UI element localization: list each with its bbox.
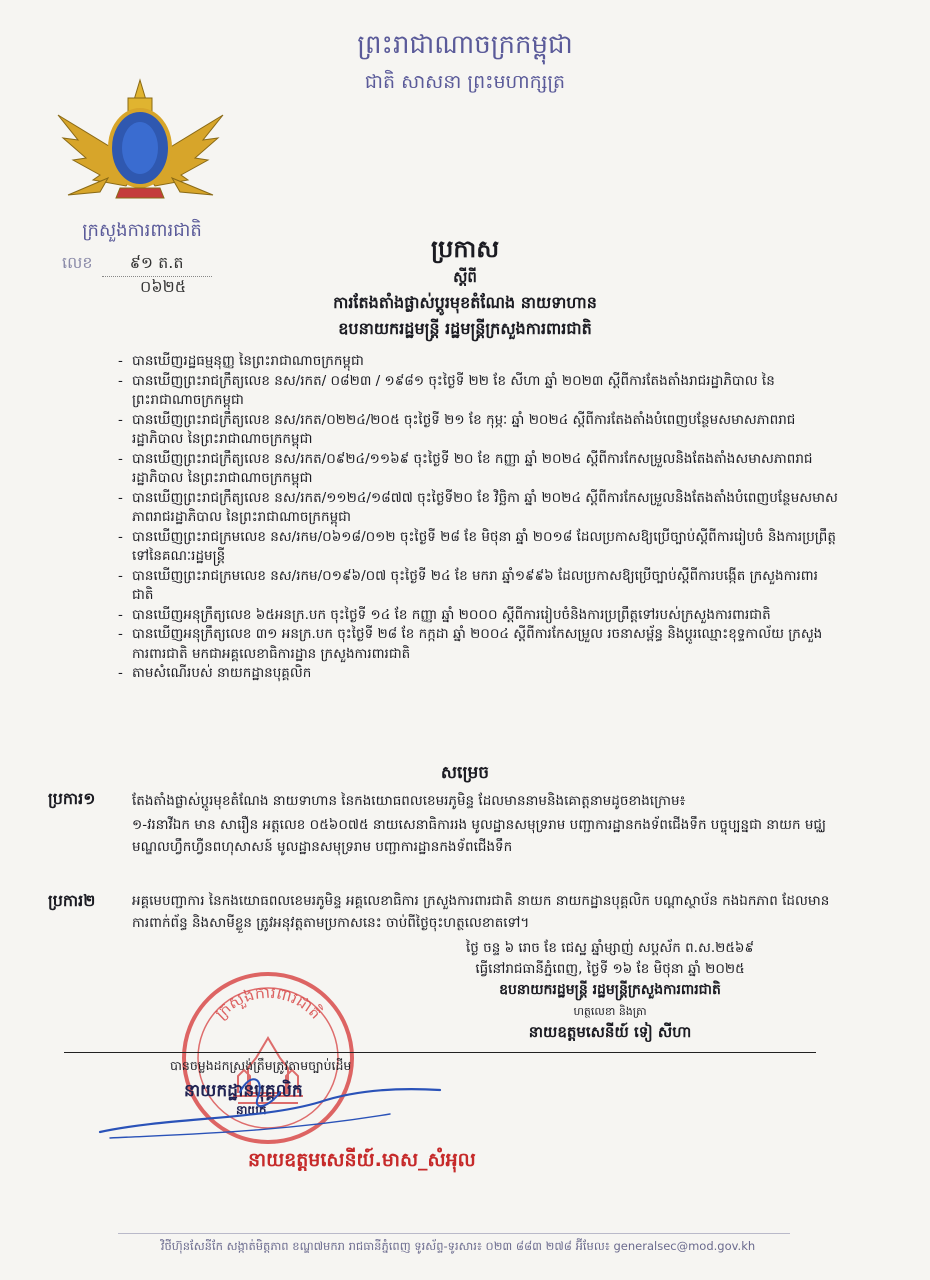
- signature-block: [400, 938, 820, 1043]
- basis-item: - បានឃើញព្រះរាជក្រឹត្យលេខ នស/រកត/១១២៤/១៨៧៧ ចុះថ្ងៃទី២០ ខែ វិច្ឆិកា ឆ្នាំ ២០២៤ ស្ដីពីការកែសម្រួលនិងតែងតាំងបំពេញបន្ថែមសមាសភាពរាជរដ្ឋាភិបាល នៃព្រះរាជាណាចក្រកម្ពុជា: [118, 489, 838, 528]
- signatory-name: នាយឧត្ដមសេនីយ៍ ទៀ សីហា: [528, 1023, 692, 1041]
- kingdom-heading: ព្រះរាជាណាចក្រកម្ពុជា: [357, 30, 573, 60]
- certifying-department: នាយកដ្ឋានបុគ្គលិក: [184, 1081, 303, 1101]
- basis-item: - បានឃើញរដ្ឋធម្មនុញ្ញ នៃព្រះរាជាណាចក្រកម្ពុជា: [118, 352, 838, 372]
- legal-basis-list: [118, 352, 838, 684]
- certifier-name: នាយឧត្តមសេនីយ៍.មាស_សំអុល: [248, 1149, 476, 1171]
- lunar-date: ថ្ងៃ ចន្ទ ៦ រោច ខែ ជេស្ឋ ឆ្នាំម្សាញ់ សប្តស័ក ព.ស.២៥៦៩: [466, 940, 754, 956]
- seal-text: ក្រសួងការពារជាតិ: [210, 982, 326, 1023]
- place-date: ធ្វើនៅរាជធានីភ្នំពេញ, ថ្ងៃទី ១៦ ខែ មិថុនា ឆ្នាំ ២០២៥: [475, 961, 745, 977]
- national-motto: ជាតិ សាសនា ព្រះមហាក្សត្រ: [364, 71, 566, 93]
- article-2-label: ប្រការ២: [48, 891, 96, 910]
- basis-item: - តាមសំណើរបស់ នាយកដ្ឋានបុគ្គលិក: [118, 664, 838, 684]
- subject-line-1: ការតែងតាំងផ្លាស់ប្ដូរមុខតំណែង នាយទាហាន: [333, 293, 597, 312]
- basis-item: - បានឃើញអនុក្រឹត្យលេខ ៣១ អនក្រ.បក ចុះថ្ងៃទី ២៨ ខែ កក្កដា ឆ្នាំ ២០០៤ ស្ដីពីការកែសម្រួល រចនាសម្ព័ន្ធ និងប្ដូរឈ្មោះខុទ្ទកាល័យ ក្រសួងការពារជាតិ មកជាអគ្គលេខាធិការដ្ឋាន ក្រសួងការពារជាតិ: [118, 625, 838, 664]
- decision-heading: សម្រេច: [440, 763, 490, 783]
- footer-divider: [118, 1233, 790, 1234]
- reference-date: ០៦២៥: [140, 277, 187, 296]
- reference-value: ៩១ ត.ត: [102, 252, 212, 277]
- certified-copy-note: បានចម្លងដកស្រង់ត្រឹមត្រូវតាមច្បាប់ដើម: [170, 1058, 352, 1073]
- basis-item: - បានឃើញអនុក្រឹត្យលេខ ៦៥អនក្រ.បក ចុះថ្ងៃទី ១៤ ខែ កញ្ញា ឆ្នាំ ២០០០ ស្ដីពីការរៀបចំនិងការប្រព្រឹត្តទៅរបស់ក្រសួងការពារជាតិ: [118, 606, 838, 626]
- basis-item: - បានឃើញព្រះរាជក្រមលេខ នស/រកម/០៦១៨/០១២ ចុះថ្ងៃទី ២៨ ខែ មិថុនា ឆ្នាំ ២០១៨ ដែលប្រកាសឱ្យប្រើច្បាប់ស្ដីពីការរៀបចំ និងការប្រព្រឹត្តទៅនៃគណៈរដ្ឋមន្ត្រី: [118, 528, 838, 567]
- subject-line-2: ឧបនាយករដ្ឋមន្ត្រី រដ្ឋមន្ត្រីក្រសួងការពារជាតិ: [338, 319, 592, 338]
- footer-address: វិថីហ៊ុនសែនីកែ សង្កាត់មិត្តភាព ខណ្ឌ៧មករា រាជធានីភ្នំពេញ ទូរស័ព្ទ-ទូរសារ៖ ០២៣ ៨៨៣ ២៧៨ អ៊ីមែល៖ generalsec@mod.gov.kh: [160, 1239, 756, 1253]
- ministry-name: ក្រសួងការពារជាតិ: [82, 220, 202, 241]
- article-1-text: តែងតាំងផ្លាស់ប្ដូរមុខតំណែង នាយទាហាន នៃកងយោធពលខេមរភូមិន្ទ ដែលមាននាមនិងគោត្តនាមដូចខាងក្រោម៖: [132, 793, 686, 809]
- handwritten-signature: [90, 1062, 450, 1152]
- article-1-label: ប្រការ១: [48, 789, 96, 808]
- basis-item: - បានឃើញព្រះរាជក្រឹត្យលេខ នស/រកត/ ០៨២៣ / ១៩៨១ ចុះថ្ងៃទី ២២ ខែ សីហា ឆ្នាំ ២០២៣ ស្ដីពីការតែងតាំងរាជរដ្ឋាភិបាល នៃព្រះរាជាណាចក្រកម្ពុជា: [118, 372, 838, 411]
- separator-line: [64, 1052, 816, 1053]
- signatory-title: ឧបនាយករដ្ឋមន្ត្រី រដ្ឋមន្ត្រីក្រសួងការពារជាតិ: [499, 982, 721, 998]
- basis-item: - បានឃើញព្រះរាជក្រមលេខ នស/រកម/០១៩៦/០៧ ចុះថ្ងៃទី ២៤ ខែ មករា ឆ្នាំ១៩៩៦ ដែលប្រកាសឱ្យប្រើច្បាប់ស្ដីពីការបង្កើត ក្រសួងការពារជាតិ: [118, 567, 838, 606]
- basis-item: - បានឃើញព្រះរាជក្រឹត្យលេខ នស/រកត/០៩២៤/១១៦៩ ចុះថ្ងៃទី ២០ ខែ កញ្ញា ឆ្នាំ ២០២៤ ស្ដីពីការកែសម្រួលនិងតែងតាំងសមាសភាពរាជរដ្ឋាភិបាល នៃព្រះរាជាណាចក្រកម្ពុជា: [118, 450, 838, 489]
- ministry-emblem-icon: [48, 70, 233, 220]
- article-2-text: អគ្គមេបញ្ជាការ នៃកងយោធពលខេមរភូមិន្ទ អគ្គលេខាធិការ ក្រសួងការពារជាតិ នាយក នាយកដ្ឋានបុគ្គលិក បណ្ដាស្ថាប័ន កងឯកភាព ដែលមានការពាក់ព័ន្ធ និងសាមីខ្លួន ត្រូវអនុវត្តតាមប្រកាសនេះ ចាប់ពីថ្ងៃចុះហត្ថលេខាតទៅ។: [132, 893, 830, 931]
- document-type: ប្រកាស: [430, 235, 500, 263]
- certifying-role: នាយក: [236, 1103, 267, 1117]
- reference-label: លេខ: [62, 253, 93, 272]
- basis-item: - បានឃើញព្រះរាជក្រឹត្យលេខ នស/រកត/០២២៤/២០៥ ចុះថ្ងៃទី ២១ ខែ កុម្ភៈ ឆ្នាំ ២០២៤ ស្ដីពីការតែងតាំងបំពេញបន្ថែមសមាសភាពរាជរដ្ឋាភិបាល នៃព្រះរាជាណាចក្រកម្ពុជា: [118, 411, 838, 450]
- article-1-item: ១-វរនាវីឯក មាន សារឿន អត្តលេខ ០៥៦០៧៥ នាយសេនាធិការរង មូលដ្ឋានសមុទ្ររាម បញ្ជាការដ្ឋានកងទ័ពជើងទឹក បច្ចុប្បន្នជា នាយក មជ្ឈមណ្ឌលហ្វឹកហ្វឺនពហុសាសន៍ មូលដ្ឋានសមុទ្ររាម បញ្ជាការដ្ឋានកងទ័ពជើងទឹក: [132, 817, 826, 855]
- signature-note: ហត្ថលេខា និងត្រា: [573, 1005, 647, 1018]
- concerning-label: ស្ដីពី: [453, 268, 477, 286]
